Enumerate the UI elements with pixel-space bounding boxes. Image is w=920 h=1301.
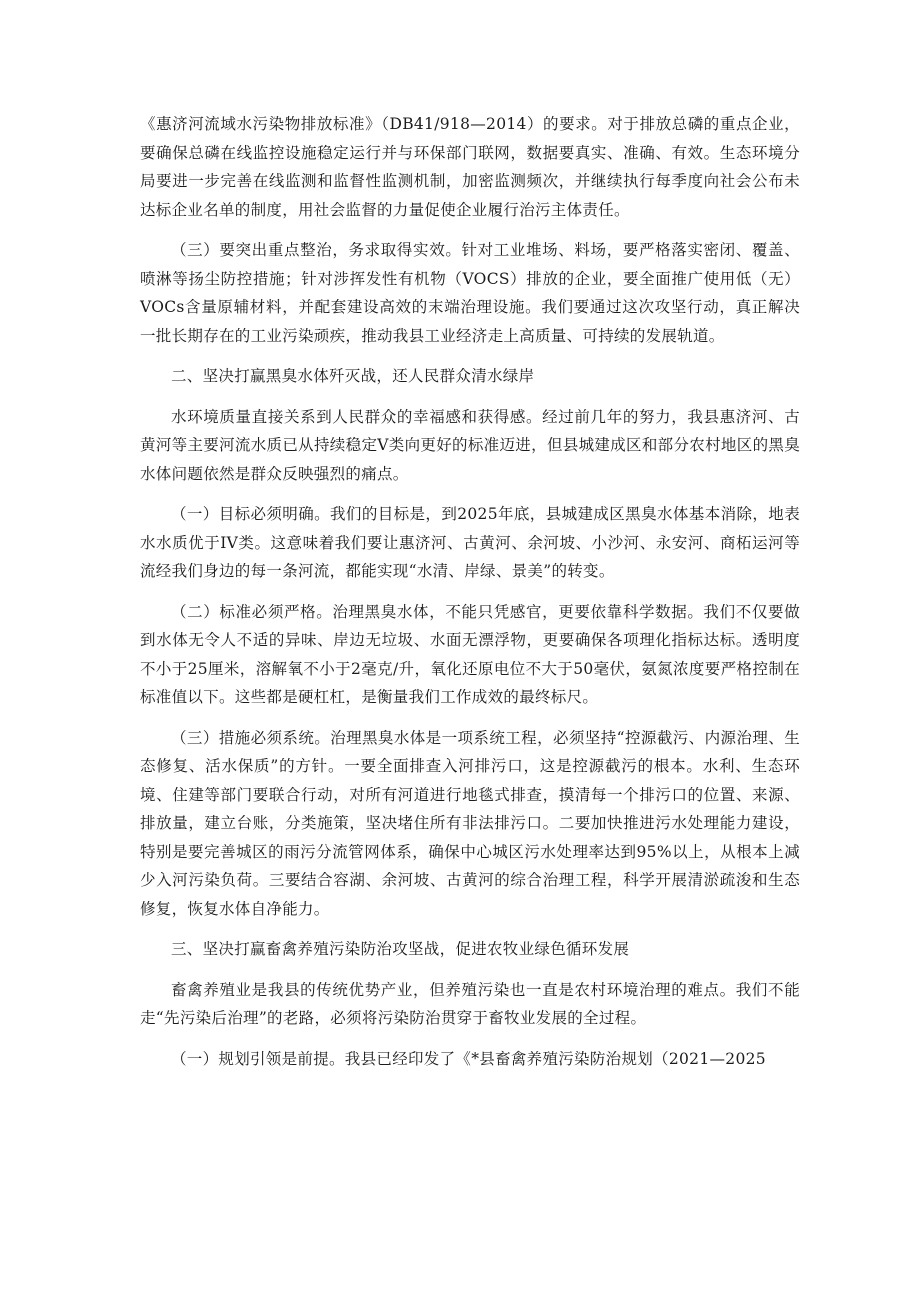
paragraph-discharge-standard: 《惠济河流域水污染物排放标准》（DB41/918—2014）的要求。对于排放总磷的重点企业，要确保总磷在线监控设施稳定运行并与环保部门联网，数据要真实、准确、有效。生态环境分局要进一步完善在线监测和监督性监测机制，加密监测频次，并继续执行每季度向社会公布未达标企业名单的制度，用社会监督的力量促使企业履行治污主体责任。 xyxy=(140,115,800,219)
document-body xyxy=(140,110,800,1085)
paragraph-water-quality-intro: 水环境质量直接关系到人民群众的幸福感和获得感。经过前几年的努力，我县惠济河、古黄河等主要河流水质已从持续稳定V类向更好的标准迈进，但县城建成区和部分农村地区的黑臭水体问题依然是群众反映强烈的痛点。 xyxy=(140,407,800,483)
paragraph-clear-goals: （一）目标必须明确。我们的目标是，到2025年底，县城建成区黑臭水体基本消除，地表水水质优于IV类。这意味着我们要让惠济河、古黄河、余河坡、小沙河、永安河、商柘运河等流经我们身边的每一条河流，都能实现“水清、岸绿、景美”的转变。 xyxy=(140,505,800,580)
paragraph-strict-standards: （二）标准必须严格。治理黑臭水体，不能只凭感官，更要依靠科学数据。我们不仅要做到水体无令人不适的异味、岸边无垃圾、水面无漂浮物，更要确保各项理化指标达标。透明度不小于25厘米，溶解氧不小于2毫克/升，氧化还原电位不大于50毫伏，氨氮浓度要严格控制在标准值以下。这些都是硬杠杠，是衡量我们工作成效的最终标尺。 xyxy=(140,602,800,706)
section-heading-black-odorous-water: 二、坚决打赢黑臭水体歼灭战，还人民群众清水绿岸 xyxy=(171,367,535,385)
paragraph-key-rectification: （三）要突出重点整治，务求取得实效。针对工业堆场、料场，要严格落实密闭、覆盖、喷淋等扬尘防控措施；针对涉挥发性有机物（VOCS）排放的企业，要全面推广使用低（无）VOCs含量原辅材料，并配套建设高效的末端治理设施。我们要通过这次攻坚行动，真正解决一批长期存在的工业污染顽疾，推动我县工业经济走上高质量、可持续的发展轨道。 xyxy=(140,241,800,345)
paragraph-livestock-intro: 畜禽养殖业是我县的传统优势产业，但养殖污染也一直是农村环境治理的难点。我们不能走“先污染后治理”的老路，必须将污染防治贯穿于畜牧业发展的全过程。 xyxy=(140,980,800,1027)
paragraph-planning-guidance: （一）规划引领是前提。我县已经印发了《*县畜禽养殖污染防治规划（2021—2025 xyxy=(171,1049,766,1068)
section-heading-livestock-pollution: 三、坚决打赢畜禽养殖污染防治攻坚战，促进农牧业绿色循环发展 xyxy=(171,940,630,958)
paragraph-systematic-measures: （三）措施必须系统。治理黑臭水体是一项系统工程，必须坚持“控源截污、内源治理、生态修复、活水保质”的方针。一要全面排查入河排污口，这是控源截污的根本。水利、生态环境、住建等部门要联合行动，对所有河道进行地毯式排查，摸清每一个排污口的位置、来源、排放量，建立台账，分类施策，坚决堵住所有非法排污口。二要加快推进污水处理能力建设，特别是要完善城区的雨污分流管网体系，确保中心城区污水处理率达到95%以上，从根本上减少入河污染负荷。三要结合容湖、余河坡、古黄河的综合治理工程，科学开展清淤疏浚和生态修复，恢复水体自净能力。 xyxy=(140,728,800,918)
